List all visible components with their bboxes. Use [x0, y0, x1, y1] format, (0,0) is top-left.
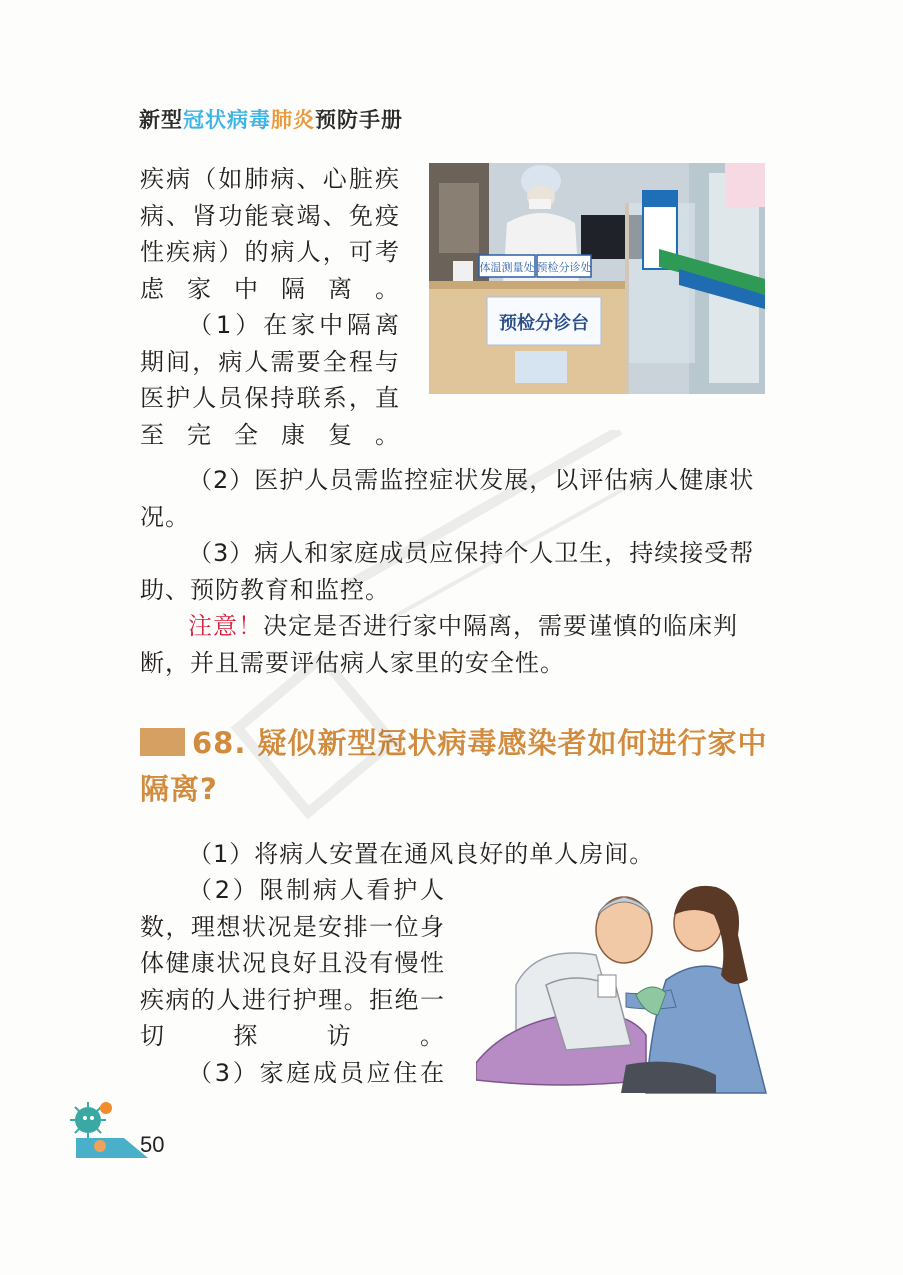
paragraph-3: （2）医护人员需监控症状发展，以评估病人健康状况。 [140, 466, 755, 531]
sign-temperature: 体温测量处 [479, 261, 535, 274]
header-part-1: 新型 [139, 108, 183, 132]
sign-triage: 预检分诊处 [536, 261, 592, 274]
caregiver-illustration [476, 875, 776, 1100]
paragraph-1: 疾病（如肺病、心脏疾病、肾功能衰竭、免疫性疾病）的病人，可考虑家中隔离。 [140, 165, 400, 303]
virus-decoration-icon [66, 1098, 150, 1160]
section-paragraph-2: （2）限制病人看护人数，理想状况是安排一位身体健康状况良好且没有慢性疾病的人进行护理。拒绝一切探访。 [140, 876, 445, 1050]
header-part-2: 冠状病毒 [183, 108, 271, 132]
section-paragraph-3: （3）家庭成员应住在 [188, 1059, 445, 1087]
paragraph-2-text: （1）在家中隔离期间，病人需要全程与医护人员保持联系，直至完全康复。 [140, 311, 400, 449]
header-part-4: 预防手册 [315, 108, 403, 132]
triage-desk-photo [429, 163, 765, 394]
paragraph-4: （3）病人和家庭成员应保持个人卫生，持续接受帮助、预防教育和监控。 [140, 539, 755, 604]
header-part-3: 肺炎 [271, 108, 315, 132]
section-paragraph-1: （1）将病人安置在通风良好的单人房间。 [188, 840, 655, 868]
paragraph-notice [140, 608, 770, 681]
section-heading-text: 68. 疑似新型冠状病毒感染者如何进行家中隔离? [140, 726, 768, 806]
running-header [139, 104, 403, 134]
paragraph-2 [140, 307, 400, 453]
notice-label: 注意！ [188, 612, 263, 640]
desk-banner: 预检分诊台 [499, 313, 589, 334]
page-number: 50 [140, 1132, 165, 1157]
notice-text: 决定是否进行家中隔离，需要谨慎的临床判断，并且需要评估病人家里的安全性。 [140, 612, 738, 677]
section-heading [140, 720, 780, 812]
